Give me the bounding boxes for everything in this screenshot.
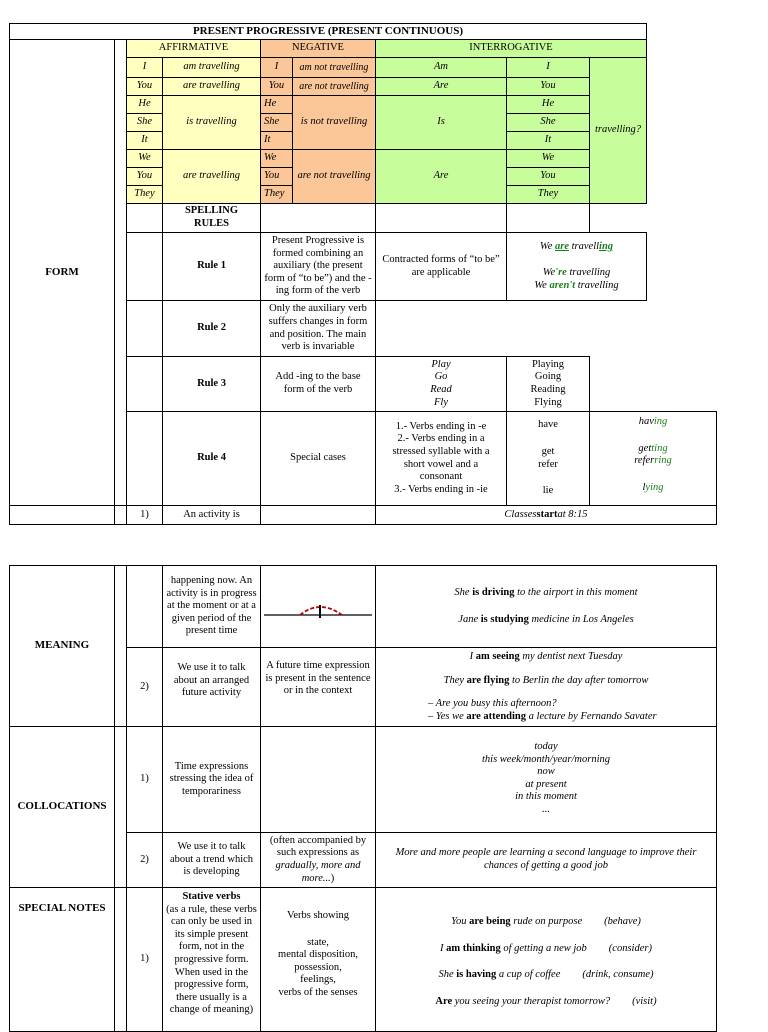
header-affirmative: AFFIRMATIVE bbox=[126, 39, 261, 58]
blank-cell bbox=[260, 203, 376, 233]
timeline-cell bbox=[260, 565, 376, 648]
meaning1-example: She is driving to the airport in this moment bbox=[454, 586, 638, 598]
collocations1-list bbox=[375, 726, 717, 833]
aff-pronoun-you: You bbox=[126, 77, 163, 96]
rule1-contracted: Contracted forms of “to be” are applicable bbox=[375, 232, 507, 301]
verb-type: possession, bbox=[294, 961, 342, 973]
rule4-ing: having bbox=[638, 416, 668, 427]
stative-example bbox=[376, 996, 716, 1009]
neg-pronoun-she: She bbox=[260, 113, 293, 132]
header-negative: NEGATIVE bbox=[260, 39, 376, 58]
rule3-ing: Playing bbox=[531, 358, 565, 370]
neg-pronoun-you2: You bbox=[260, 167, 293, 186]
rule4-case: 3.- Verbs ending in -ie bbox=[394, 483, 488, 495]
stative-example-gloss: (visit) bbox=[632, 995, 657, 1007]
stative-example bbox=[376, 969, 716, 982]
rule4-case: 1.- Verbs ending in -e bbox=[395, 420, 487, 432]
rule3-ing-forms bbox=[506, 356, 590, 412]
aff-pronoun-she: She bbox=[126, 113, 163, 132]
meaning2-examples bbox=[375, 647, 717, 727]
stative-example-sentence: She is having a cup of coffee bbox=[438, 969, 561, 981]
neg-verb-plural: are not travelling bbox=[292, 149, 376, 204]
aff-pronoun-they: They bbox=[126, 185, 163, 204]
neg-pronoun-they: They bbox=[260, 185, 293, 204]
int-pronoun-we: We bbox=[506, 149, 590, 168]
rule4-description: Special cases bbox=[260, 411, 376, 506]
collocations2-desc: We use it to talk about a trend which is developing bbox=[162, 832, 261, 888]
rule1-examples bbox=[506, 232, 647, 301]
aff-pronoun-it: It bbox=[126, 131, 163, 150]
stative-example-sentence: You are being rude on purpose bbox=[451, 916, 583, 927]
aff-pronoun-i: I bbox=[126, 57, 163, 78]
rule4-base: lie bbox=[542, 485, 554, 497]
rule4-case: 2.- Verbs ending in a stressed syllable with a short vowel and a consonant bbox=[392, 433, 490, 483]
header-interrogative: INTERROGATIVE bbox=[375, 39, 647, 58]
collocations1-number: 1) bbox=[126, 726, 163, 833]
meaning1-desc: happening now. An activity is in progress at the moment or at a given period of the present time bbox=[162, 565, 261, 648]
verbs-heading: Verbs showing bbox=[286, 910, 350, 921]
rule1-label: Rule 1 bbox=[162, 232, 261, 301]
stative-example-gloss: (drink, consume) bbox=[582, 969, 654, 981]
meaning1-desc-top: An activity is bbox=[162, 505, 261, 525]
rule3-base: Play bbox=[431, 358, 451, 370]
blank-cell bbox=[126, 300, 163, 357]
int-pronoun-he: He bbox=[506, 95, 590, 114]
rule1-example-contracted: We're travelling bbox=[542, 267, 611, 279]
aff-pronoun-he: He bbox=[126, 95, 163, 114]
collocations2-note-text: (often accompanied by such expressions as gradually, more and more...) bbox=[269, 834, 367, 884]
blank-cell bbox=[126, 356, 163, 412]
int-pronoun-you: You bbox=[506, 77, 590, 96]
rule3-base: Go bbox=[434, 371, 448, 383]
rule3-ing: Flying bbox=[534, 396, 562, 408]
meaning2-example: They are flying to Berlin the day after tomorrow bbox=[443, 675, 649, 687]
stative-example-gloss: (consider) bbox=[608, 942, 652, 954]
meaning2-number: 2) bbox=[126, 647, 163, 727]
rule3-description bbox=[260, 356, 376, 412]
int-pronoun-she: She bbox=[506, 113, 590, 132]
rule4-ing-forms bbox=[589, 411, 717, 506]
blank-cell bbox=[126, 203, 163, 233]
int-aux-are2: Are bbox=[375, 149, 507, 204]
aff-verb-i: am travelling bbox=[162, 57, 261, 78]
stative-example-sentence: Are you seeing your therapist tomorrow? bbox=[435, 995, 611, 1007]
special-desc bbox=[162, 887, 261, 1032]
neg-pronoun-you: You bbox=[260, 77, 293, 96]
collocations1-desc: Time expressions stressing the idea of temporariness bbox=[162, 726, 261, 833]
blank-cell bbox=[9, 505, 115, 525]
blank-cell bbox=[375, 203, 507, 233]
aff-verb-plural: are travelling bbox=[162, 149, 261, 204]
rule1-example-negative: We aren't travelling bbox=[534, 279, 619, 291]
meaning2-example: I am seeing my dentist next Tuesday bbox=[469, 650, 623, 662]
rule4-ing: referring bbox=[634, 455, 672, 467]
rule3-description-text: Add -ing to the base form of the verb bbox=[275, 371, 361, 395]
collocation-item: at present bbox=[525, 778, 567, 790]
int-aux-are1: Are bbox=[375, 77, 507, 96]
neg-verb-i: am not travelling bbox=[292, 57, 376, 78]
stative-example bbox=[376, 916, 716, 929]
rule4-ing: getting bbox=[638, 442, 668, 454]
meaning2-example: – Yes we are attending a lecture by Fernando Savater bbox=[428, 710, 657, 722]
int-pronoun-you2: You bbox=[506, 167, 590, 186]
special-number: 1) bbox=[126, 887, 163, 1032]
rule4-base-forms bbox=[506, 411, 590, 506]
int-aux-am: Am bbox=[375, 57, 507, 78]
meaning2-example: – Are you busy this afternoon? bbox=[428, 698, 557, 709]
aff-pronoun-we: We bbox=[126, 149, 163, 168]
rule2-label: Rule 2 bbox=[162, 300, 261, 357]
rule4-base: get bbox=[541, 445, 555, 457]
rule3-ing: Reading bbox=[530, 384, 566, 395]
collocation-item: now bbox=[537, 766, 555, 778]
collocation-item: ... bbox=[542, 803, 550, 815]
verb-type: feelings, bbox=[300, 974, 336, 986]
special-examples bbox=[375, 887, 717, 1032]
section-collocations: COLLOCATIONS bbox=[9, 726, 115, 888]
neg-verb-you: are not travelling bbox=[292, 77, 376, 96]
spelling-rules-header: SPELLING RULES bbox=[162, 203, 261, 233]
neg-pronoun-we: We bbox=[260, 149, 293, 168]
stative-verbs-desc: (as a rule, these verbs can only be used in its simple present form, not in the progressive form. When used in the progressive form, there usually is a change of meaning) bbox=[166, 903, 257, 1016]
section-form: FORM bbox=[9, 39, 115, 506]
section-special-notes: SPECIAL NOTES bbox=[9, 887, 115, 1032]
rule4-ing: lying bbox=[642, 481, 664, 493]
blank-cell bbox=[260, 505, 376, 525]
neg-verb-third: is not travelling bbox=[292, 95, 376, 150]
aff-verb-third: is travelling bbox=[162, 95, 261, 150]
timeline-diagram bbox=[262, 587, 374, 627]
rule1-example-full: We are travelling bbox=[539, 240, 614, 252]
rule4-label: Rule 4 bbox=[162, 411, 261, 506]
meaning2-note: A future time expression is present in the sentence or in the context bbox=[260, 647, 376, 727]
int-aux-is: Is bbox=[375, 95, 507, 150]
meaning1-example: Jane is studying medicine in Los Angeles bbox=[458, 613, 634, 625]
collocation-item: today bbox=[534, 741, 558, 752]
int-pronoun-it: It bbox=[506, 131, 590, 150]
rule3-base: Fly bbox=[434, 396, 448, 408]
section-meaning: MEANING bbox=[9, 565, 115, 727]
meaning1-number: 1) bbox=[126, 505, 163, 525]
rule1-description: Present Progressive is formed combining an auxiliary (the present form of “to be”) and the -ing form of the verb bbox=[260, 232, 376, 301]
rule4-base: refer bbox=[538, 458, 558, 470]
neg-pronoun-he: He bbox=[260, 95, 293, 114]
verb-type: state, bbox=[307, 936, 329, 948]
stative-example-sentence: I am thinking of getting a new job bbox=[440, 942, 587, 954]
rule4-base: have bbox=[538, 419, 558, 431]
special-verbs bbox=[260, 887, 376, 1032]
rule3-ing: Going bbox=[534, 371, 562, 383]
blank-cell bbox=[260, 726, 376, 833]
int-verb-travelling: travelling? bbox=[589, 57, 647, 204]
verb-type: mental disposition, bbox=[278, 949, 358, 961]
collocations2-number: 2) bbox=[126, 832, 163, 888]
int-pronoun-i: I bbox=[506, 57, 590, 78]
neg-pronoun-i: I bbox=[260, 57, 293, 78]
aff-pronoun-you2: You bbox=[126, 167, 163, 186]
stative-verbs-title: Stative verbs bbox=[182, 891, 241, 902]
collocations2-example: More and more people are learning a second language to improve their chances of getting a good job bbox=[375, 832, 717, 888]
meaning2-desc: We use it to talk about an arranged future activity bbox=[162, 647, 261, 727]
collocations2-note bbox=[260, 832, 376, 888]
neg-pronoun-it: It bbox=[260, 131, 293, 150]
rule3-base-forms bbox=[375, 356, 507, 412]
aff-verb-you: are travelling bbox=[162, 77, 261, 96]
stative-example-gloss: (behave) bbox=[604, 916, 641, 927]
int-pronoun-they: They bbox=[506, 185, 590, 204]
rule4-cases bbox=[375, 411, 507, 506]
rule2-description: Only the auxiliary verb suffers changes in form and position. The main verb is invariable bbox=[260, 300, 376, 357]
stative-example bbox=[376, 943, 716, 956]
blank-cell bbox=[126, 411, 163, 506]
rule3-base: Read bbox=[430, 384, 452, 395]
verb-type: verbs of the senses bbox=[278, 986, 358, 998]
collocation-item: in this moment bbox=[515, 791, 577, 803]
rule3-label: Rule 3 bbox=[162, 356, 261, 412]
meaning1-examples bbox=[375, 565, 717, 648]
table-title: PRESENT PROGRESSIVE (PRESENT CONTINUOUS) bbox=[9, 23, 647, 40]
blank-cell bbox=[506, 203, 590, 233]
blank-cell bbox=[126, 232, 163, 301]
blank-cell bbox=[126, 565, 163, 648]
collocation-item: this week/month/year/morning bbox=[481, 753, 611, 765]
meaning1-example-top: Classes start at 8:15 bbox=[375, 505, 717, 525]
